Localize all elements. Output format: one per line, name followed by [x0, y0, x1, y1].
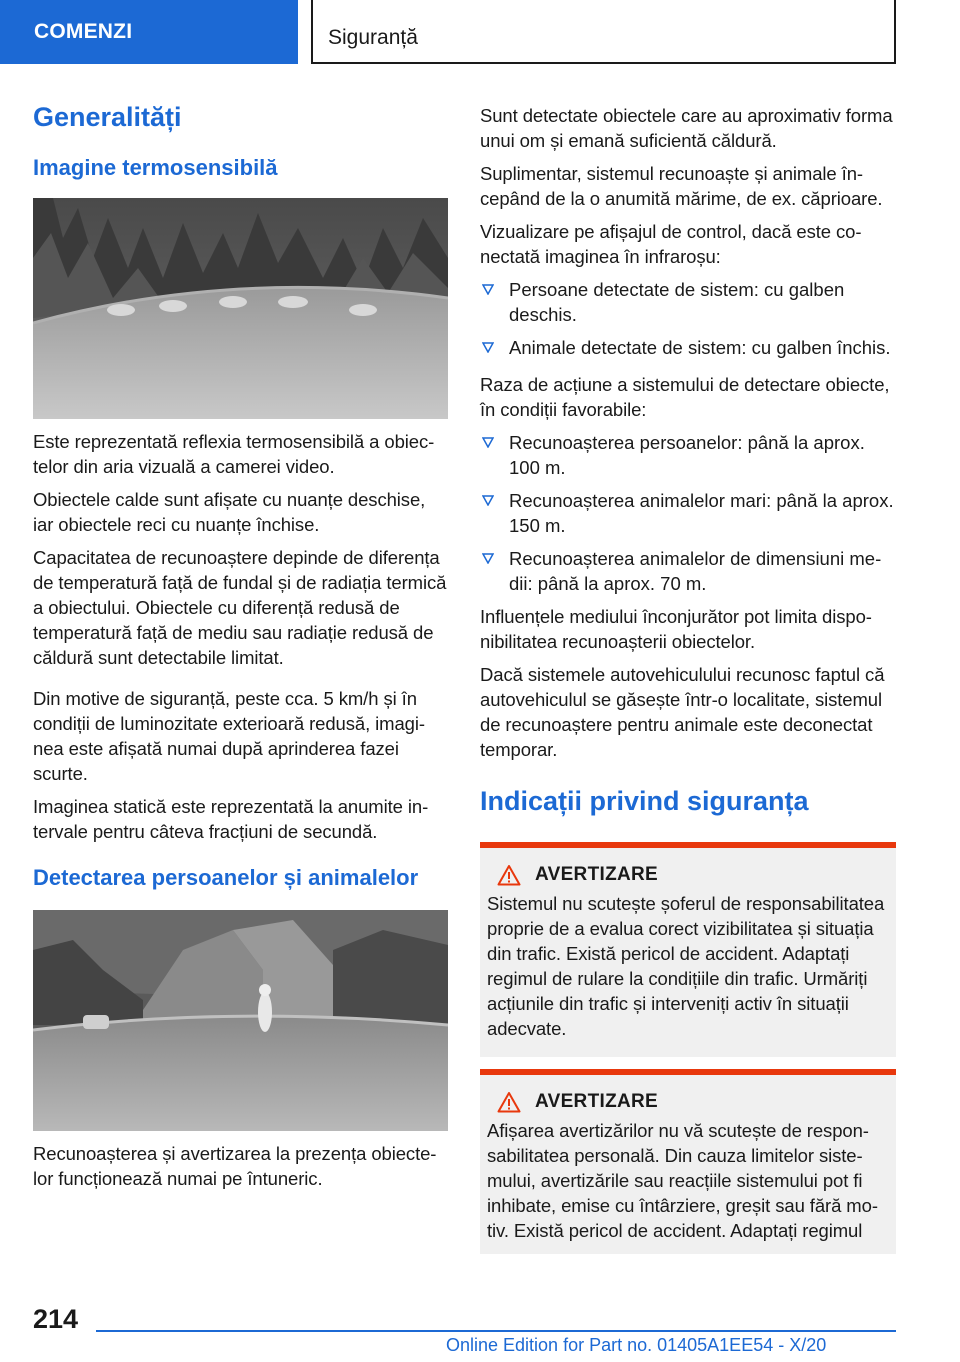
list-item	[480, 488, 896, 538]
paragraph: Din motive de siguranță, peste cca. 5 km/h și în condiții de luminozitate exterioară redusă, imaginea este afișată numai după aprinderea fazei scurte.	[33, 688, 426, 784]
paragraph: Este reprezentată reflexia termosensibilă a obiectelor din aria vizuală a camerei video.	[33, 431, 435, 477]
warning-text: Afișarea avertizărilor nu vă scutește de responsabilitatea personală. Din cauza limitelor sistemului, avertizările sau reacțiile sistemului pot fi inhibate, emise cu întârziere, greșit sau fără motiv. Există pericol de accident. Adaptați regimul	[487, 1120, 878, 1241]
heading-safety: Indicații privind siguranța	[480, 786, 809, 816]
list-item-text: Persoane detectate de sistem: cu galben deschis.	[509, 279, 845, 325]
list-item	[480, 430, 896, 480]
thermal-image-pedestrian	[33, 910, 448, 1131]
range-list	[480, 430, 896, 596]
warning-triangle-icon	[497, 1091, 521, 1113]
footer-edition[interactable]: Online Edition for Part no. 01405A1EE54 - X/20	[446, 1335, 827, 1355]
paragraph: Influențele mediului înconjurător pot limita disponibilitatea recunoașterii obiectelor.	[480, 606, 872, 652]
section-tab[interactable]	[0, 0, 298, 64]
triangle-bullet-icon	[482, 437, 494, 448]
warning-box	[480, 842, 896, 1057]
heading-general: Generalități	[33, 102, 182, 132]
page-number: 214	[33, 1304, 79, 1334]
heading-detection: Detectarea persoanelor și animalelor	[33, 865, 419, 890]
warning-title: AVERTIZARE	[535, 864, 658, 885]
paragraph: Dacă sistemele autovehiculului recunosc faptul că autovehiculul se găsește într-o localitate, sistemul de recunoaștere pentru animale este deconectat temporar.	[480, 664, 885, 760]
paragraph: Raza de acțiune a sistemului de detectare obiecte, în condiții favorabile:	[480, 374, 890, 420]
heading-thermal-image: Imagine termosensibilă	[33, 155, 278, 180]
list-item-text: Recunoașterea animalelor de dimensiuni medii: până la aprox. 70 m.	[509, 548, 882, 594]
warning-triangle-icon	[497, 864, 521, 886]
right-column	[480, 103, 896, 1254]
warning-box	[480, 1069, 896, 1254]
thermal-image-animals	[33, 198, 448, 419]
list-item	[480, 546, 896, 596]
section-label: COMENZI	[34, 20, 133, 43]
paragraph: Vizualizare pe afișajul de control, dacă este conectată imaginea în infraroșu:	[480, 221, 862, 267]
warning-text: Sistemul nu scutește șoferul de responsabilitatea proprie de a evalua corect vizibilitatea și situația din trafic. Există pericol de accident. Adaptați regimul de rulare la condițiile din trafic. Urmăriți acțiunile din trafic și interveniți activ în situații adecvate.	[487, 893, 885, 1039]
list-item	[480, 277, 896, 327]
triangle-bullet-icon	[482, 284, 494, 295]
triangle-bullet-icon	[482, 553, 494, 564]
display-color-list	[480, 277, 896, 360]
footer-divider	[96, 1330, 896, 1332]
list-item	[480, 335, 896, 360]
chapter-header	[311, 0, 896, 64]
list-item-text: Recunoașterea persoanelor: până la aprox. 100 m.	[509, 432, 865, 478]
chapter-title: Siguranță	[328, 26, 418, 49]
triangle-bullet-icon	[482, 342, 494, 353]
paragraph: Imaginea statică este reprezentată la anumite intervale pentru câteva fracțiuni de secundă.	[33, 796, 429, 842]
paragraph: Capacitatea de recunoaștere depinde de diferența de temperatură față de fundal și de radiația termică a obiectului. Obiectele cu diferență redusă de temperatură față de mediu sau radiație redusă de căldură sunt detectabile limitat.	[33, 547, 447, 668]
paragraph: Suplimentar, sistemul recunoaște și animale începând de la o anumită mărime, de ex. căprioare.	[480, 163, 883, 209]
warning-title: AVERTIZARE	[535, 1091, 658, 1112]
list-item-text: Animale detectate de sistem: cu galben închis.	[509, 337, 891, 358]
left-column	[33, 100, 448, 1199]
list-item-text: Recunoașterea animalelor mari: până la aprox. 150 m.	[509, 490, 894, 536]
paragraph: Obiectele calde sunt afișate cu nuanțe deschise, iar obiectele reci cu nuanțe închise.	[33, 489, 426, 535]
triangle-bullet-icon	[482, 495, 494, 506]
paragraph: Recunoașterea și avertizarea la prezența obiectelor funcționează numai pe întuneric.	[33, 1143, 437, 1189]
paragraph: Sunt detectate obiectele care au aproximativ forma unui om și emană suficientă căldură.	[480, 105, 893, 151]
